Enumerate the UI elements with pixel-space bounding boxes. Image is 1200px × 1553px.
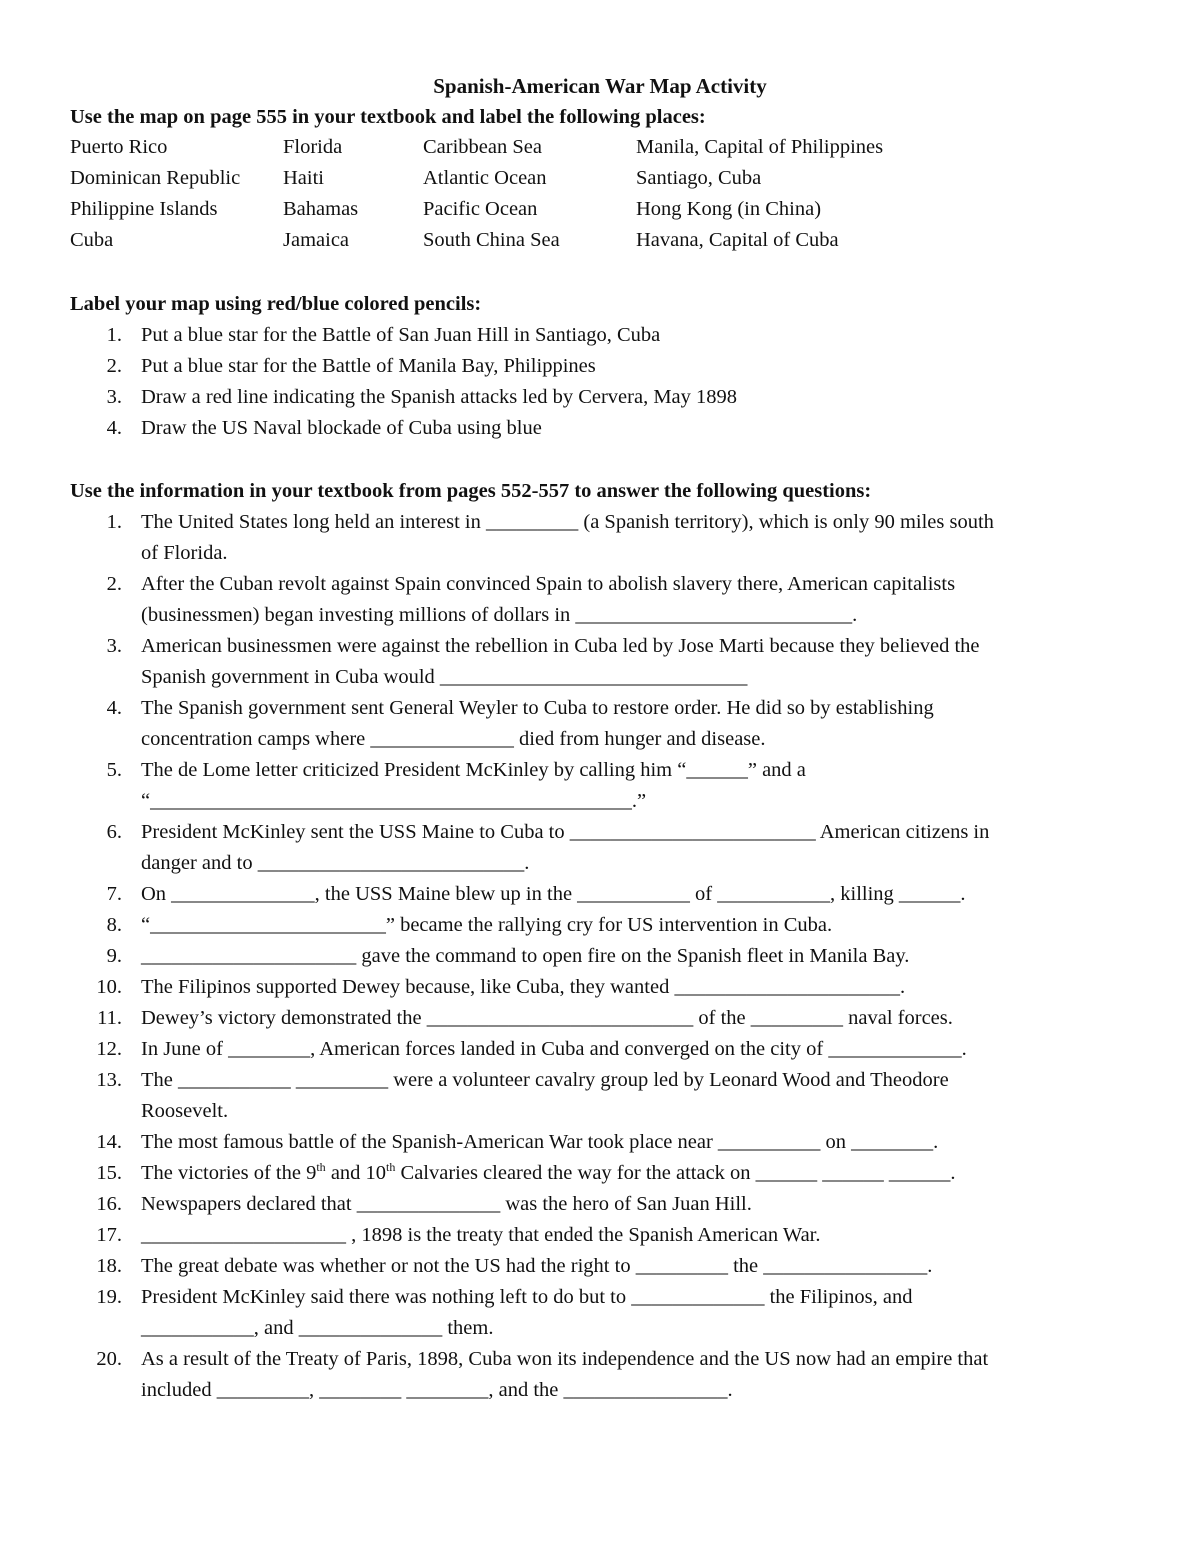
question-text: Newspapers declared that ______________ was the hero of San Juan Hill.: [141, 1193, 752, 1215]
place-item: Haiti: [283, 167, 324, 189]
question-text-part: Calvaries cleared the way for the attack on ______ ______ ______.: [395, 1162, 956, 1184]
question-item: [88, 1344, 1128, 1375]
place-item: Jamaica: [283, 229, 350, 251]
question-number: 8.: [106, 914, 122, 936]
question-text-continued: “_______________________________________________.”: [141, 790, 647, 812]
list-item: [88, 382, 1128, 413]
item-number: 3.: [106, 386, 122, 408]
item-number: 2.: [106, 355, 122, 377]
question-text: The de Lome letter criticized President McKinley by calling him “______” and a: [141, 759, 806, 781]
question-number: 13.: [96, 1069, 122, 1091]
question-text: On ______________, the USS Maine blew up in the ___________ of ___________, killing ______.: [141, 883, 966, 905]
question-text-continued: (businessmen) began investing millions of dollars in ___________________________.: [141, 604, 858, 626]
question-item: [88, 1220, 1128, 1251]
question-item: [88, 755, 1128, 786]
question-number: 4.: [106, 697, 122, 719]
question-number: 1.: [106, 511, 122, 533]
question-text-continued: Roosevelt.: [141, 1100, 229, 1122]
question-item: [88, 1034, 1128, 1065]
question-item: [88, 1065, 1128, 1096]
question-text: “_______________________” became the rallying cry for US intervention in Cuba.: [141, 914, 833, 936]
question-item: [88, 972, 1128, 1003]
question-number: 9.: [106, 945, 122, 967]
question-number: 19.: [96, 1286, 122, 1308]
questions-heading: Use the information in your textbook from pages 552-557 to answer the following questions:: [70, 480, 872, 502]
question-text: American businessmen were against the rebellion in Cuba led by Jose Marti because they believed the: [141, 635, 980, 657]
question-item: [88, 1158, 1128, 1189]
item-text: Put a blue star for the Battle of San Juan Hill in Santiago, Cuba: [141, 324, 661, 346]
question-text: After the Cuban revolt against Spain convinced Spain to abolish slavery there, American capitalists: [141, 573, 956, 595]
question-number: 2.: [106, 573, 122, 595]
question-text: _____________________ gave the command to open fire on the Spanish fleet in Manila Bay.: [141, 945, 910, 967]
place-item: Cuba: [70, 229, 114, 251]
question-text: [141, 1158, 956, 1189]
question-text: The great debate was whether or not the US had the right to _________ the ________________.: [141, 1255, 933, 1277]
worksheet-title: Spanish-American War Map Activity: [433, 74, 767, 98]
label-map-heading: Label your map using red/blue colored pencils:: [70, 293, 482, 315]
question-text: Dewey’s victory demonstrated the __________________________ of the _________ naval forces.: [141, 1007, 953, 1029]
question-text-continued: danger and to __________________________.: [141, 852, 530, 874]
question-item: [88, 941, 1128, 972]
map-instructions-heading: Use the map on page 555 in your textbook and label the following places:: [70, 106, 706, 128]
question-number: 18.: [96, 1255, 122, 1277]
question-text: In June of ________, American forces landed in Cuba and converged on the city of _____________.: [141, 1038, 967, 1060]
question-number: 15.: [96, 1162, 122, 1184]
question-text: As a result of the Treaty of Paris, 1898, Cuba won its independence and the US now had an empire that: [141, 1348, 989, 1370]
question-number: 3.: [106, 635, 122, 657]
place-item: Hong Kong (in China): [636, 198, 822, 220]
question-text-continued: of Florida.: [141, 542, 228, 564]
question-number: 17.: [96, 1224, 122, 1246]
question-text: President McKinley sent the USS Maine to Cuba to ________________________ American citizens in: [141, 821, 990, 843]
question-item: [88, 693, 1128, 724]
ordinal-suffix: th: [386, 1160, 396, 1175]
question-number: 20.: [96, 1348, 122, 1370]
question-text-continued: ___________, and ______________ them.: [141, 1317, 494, 1339]
question-text: The most famous battle of the Spanish-American War took place near __________ on ________.: [141, 1131, 939, 1153]
question-text: The ___________ _________ were a volunteer cavalry group led by Leonard Wood and Theodore: [141, 1069, 949, 1091]
list-item: [88, 413, 1128, 444]
question-item: [88, 817, 1128, 848]
place-item: Pacific Ocean: [423, 198, 538, 220]
question-text: ____________________ , 1898 is the treaty that ended the Spanish American War.: [141, 1224, 821, 1246]
place-item: Puerto Rico: [70, 136, 168, 158]
question-item: [88, 507, 1128, 569]
item-number: 1.: [106, 324, 122, 346]
question-number: 6.: [106, 821, 122, 843]
question-item: [88, 569, 1128, 600]
question-number: 11.: [97, 1007, 122, 1029]
question-text-continued: Spanish government in Cuba would ______________________________: [141, 666, 748, 688]
question-item: [88, 1189, 1128, 1220]
question-item: [88, 1127, 1128, 1158]
item-text: Draw the US Naval blockade of Cuba using blue: [141, 417, 542, 439]
question-item: [88, 910, 1128, 941]
question-text: The Spanish government sent General Weyler to Cuba to restore order. He did so by establishing: [141, 697, 934, 719]
list-item: [88, 320, 1128, 351]
item-text: Draw a red line indicating the Spanish attacks led by Cervera, May 1898: [141, 386, 738, 408]
question-text-part: The victories of the 9: [141, 1162, 317, 1184]
place-item: Havana, Capital of Cuba: [636, 229, 839, 251]
question-item: [88, 879, 1128, 910]
place-item: Philippine Islands: [70, 198, 218, 220]
question-text-continued: included _________, ________ ________, and the ________________.: [141, 1379, 733, 1401]
question-number: 12.: [96, 1038, 122, 1060]
question-number: 5.: [106, 759, 122, 781]
question-item: [88, 1282, 1128, 1313]
question-text: President McKinley said there was nothing left to do but to _____________ the Filipinos, and: [141, 1286, 913, 1308]
question-number: 16.: [96, 1193, 122, 1215]
place-item: Florida: [283, 136, 343, 158]
place-item: Atlantic Ocean: [423, 167, 547, 189]
question-item: [88, 631, 1128, 662]
place-item: Manila, Capital of Philippines: [636, 136, 884, 158]
question-text: The United States long held an interest in _________ (a Spanish territory), which is only 90 miles south: [141, 511, 994, 533]
ordinal-suffix: th: [316, 1160, 326, 1175]
question-number: 7.: [106, 883, 122, 905]
question-item: [88, 1003, 1128, 1034]
question-text: The Filipinos supported Dewey because, like Cuba, they wanted ______________________.: [141, 976, 906, 998]
list-item: [88, 351, 1128, 382]
item-text: Put a blue star for the Battle of Manila Bay, Philippines: [141, 355, 596, 377]
place-item: South China Sea: [423, 229, 560, 251]
question-number: 14.: [96, 1131, 122, 1153]
place-item: Santiago, Cuba: [636, 167, 762, 189]
place-item: Bahamas: [283, 198, 359, 220]
question-number: 10.: [96, 976, 122, 998]
question-text-part: and 10: [325, 1162, 387, 1184]
question-item: [88, 1251, 1128, 1282]
place-item: Dominican Republic: [70, 167, 241, 189]
item-number: 4.: [106, 417, 122, 439]
place-item: Caribbean Sea: [423, 136, 542, 158]
question-text-continued: concentration camps where ______________ died from hunger and disease.: [141, 728, 766, 750]
